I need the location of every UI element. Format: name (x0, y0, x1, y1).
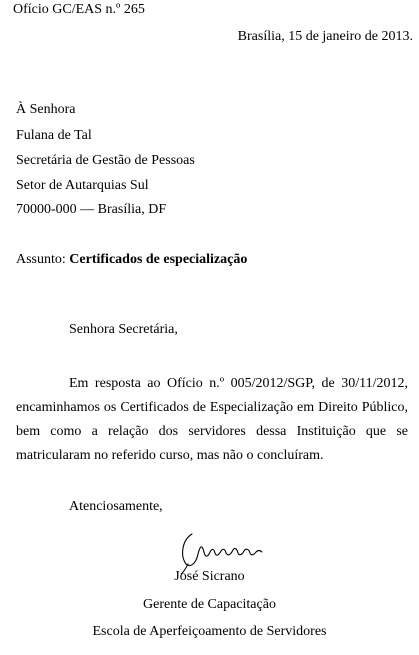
signatory-name: José Sicrano (174, 569, 245, 584)
recipient-line-2: Fulana de Tal (16, 128, 92, 143)
closing: Atenciosamente, (69, 499, 163, 514)
body-paragraph: Em resposta ao Ofício n.º 005/2012/SGP, de 30/11/2012, encaminhamos os Certificados de Especialização em Direito Público, bem como a relação dos servidores dessa Instituição que se matricularam no referido curso, mas não o concluíram. (16, 376, 408, 463)
document-reference: Ofício GC/EAS n.º 265 (13, 2, 145, 17)
recipient-line-1: À Senhora (16, 102, 76, 117)
salutation: Senhora Secretária, (69, 322, 178, 337)
subject-line (16, 251, 247, 268)
signatory-role: Gerente de Capacitação (143, 597, 276, 612)
subject-label: Assunto: (16, 252, 66, 267)
recipient-line-4: Setor de Autarquias Sul (16, 178, 149, 193)
place-date: Brasília, 15 de janeiro de 2013. (237, 29, 413, 44)
handwritten-signature (178, 524, 268, 574)
recipient-line-5: 70000-000 — Brasília, DF (16, 202, 167, 217)
subject-text: Certificados de especialização (69, 252, 248, 267)
signatory-organization: Escola de Aperfeiçoamento de Servidores (92, 624, 327, 639)
recipient-line-3: Secretária de Gestão de Pessoas (16, 153, 195, 168)
